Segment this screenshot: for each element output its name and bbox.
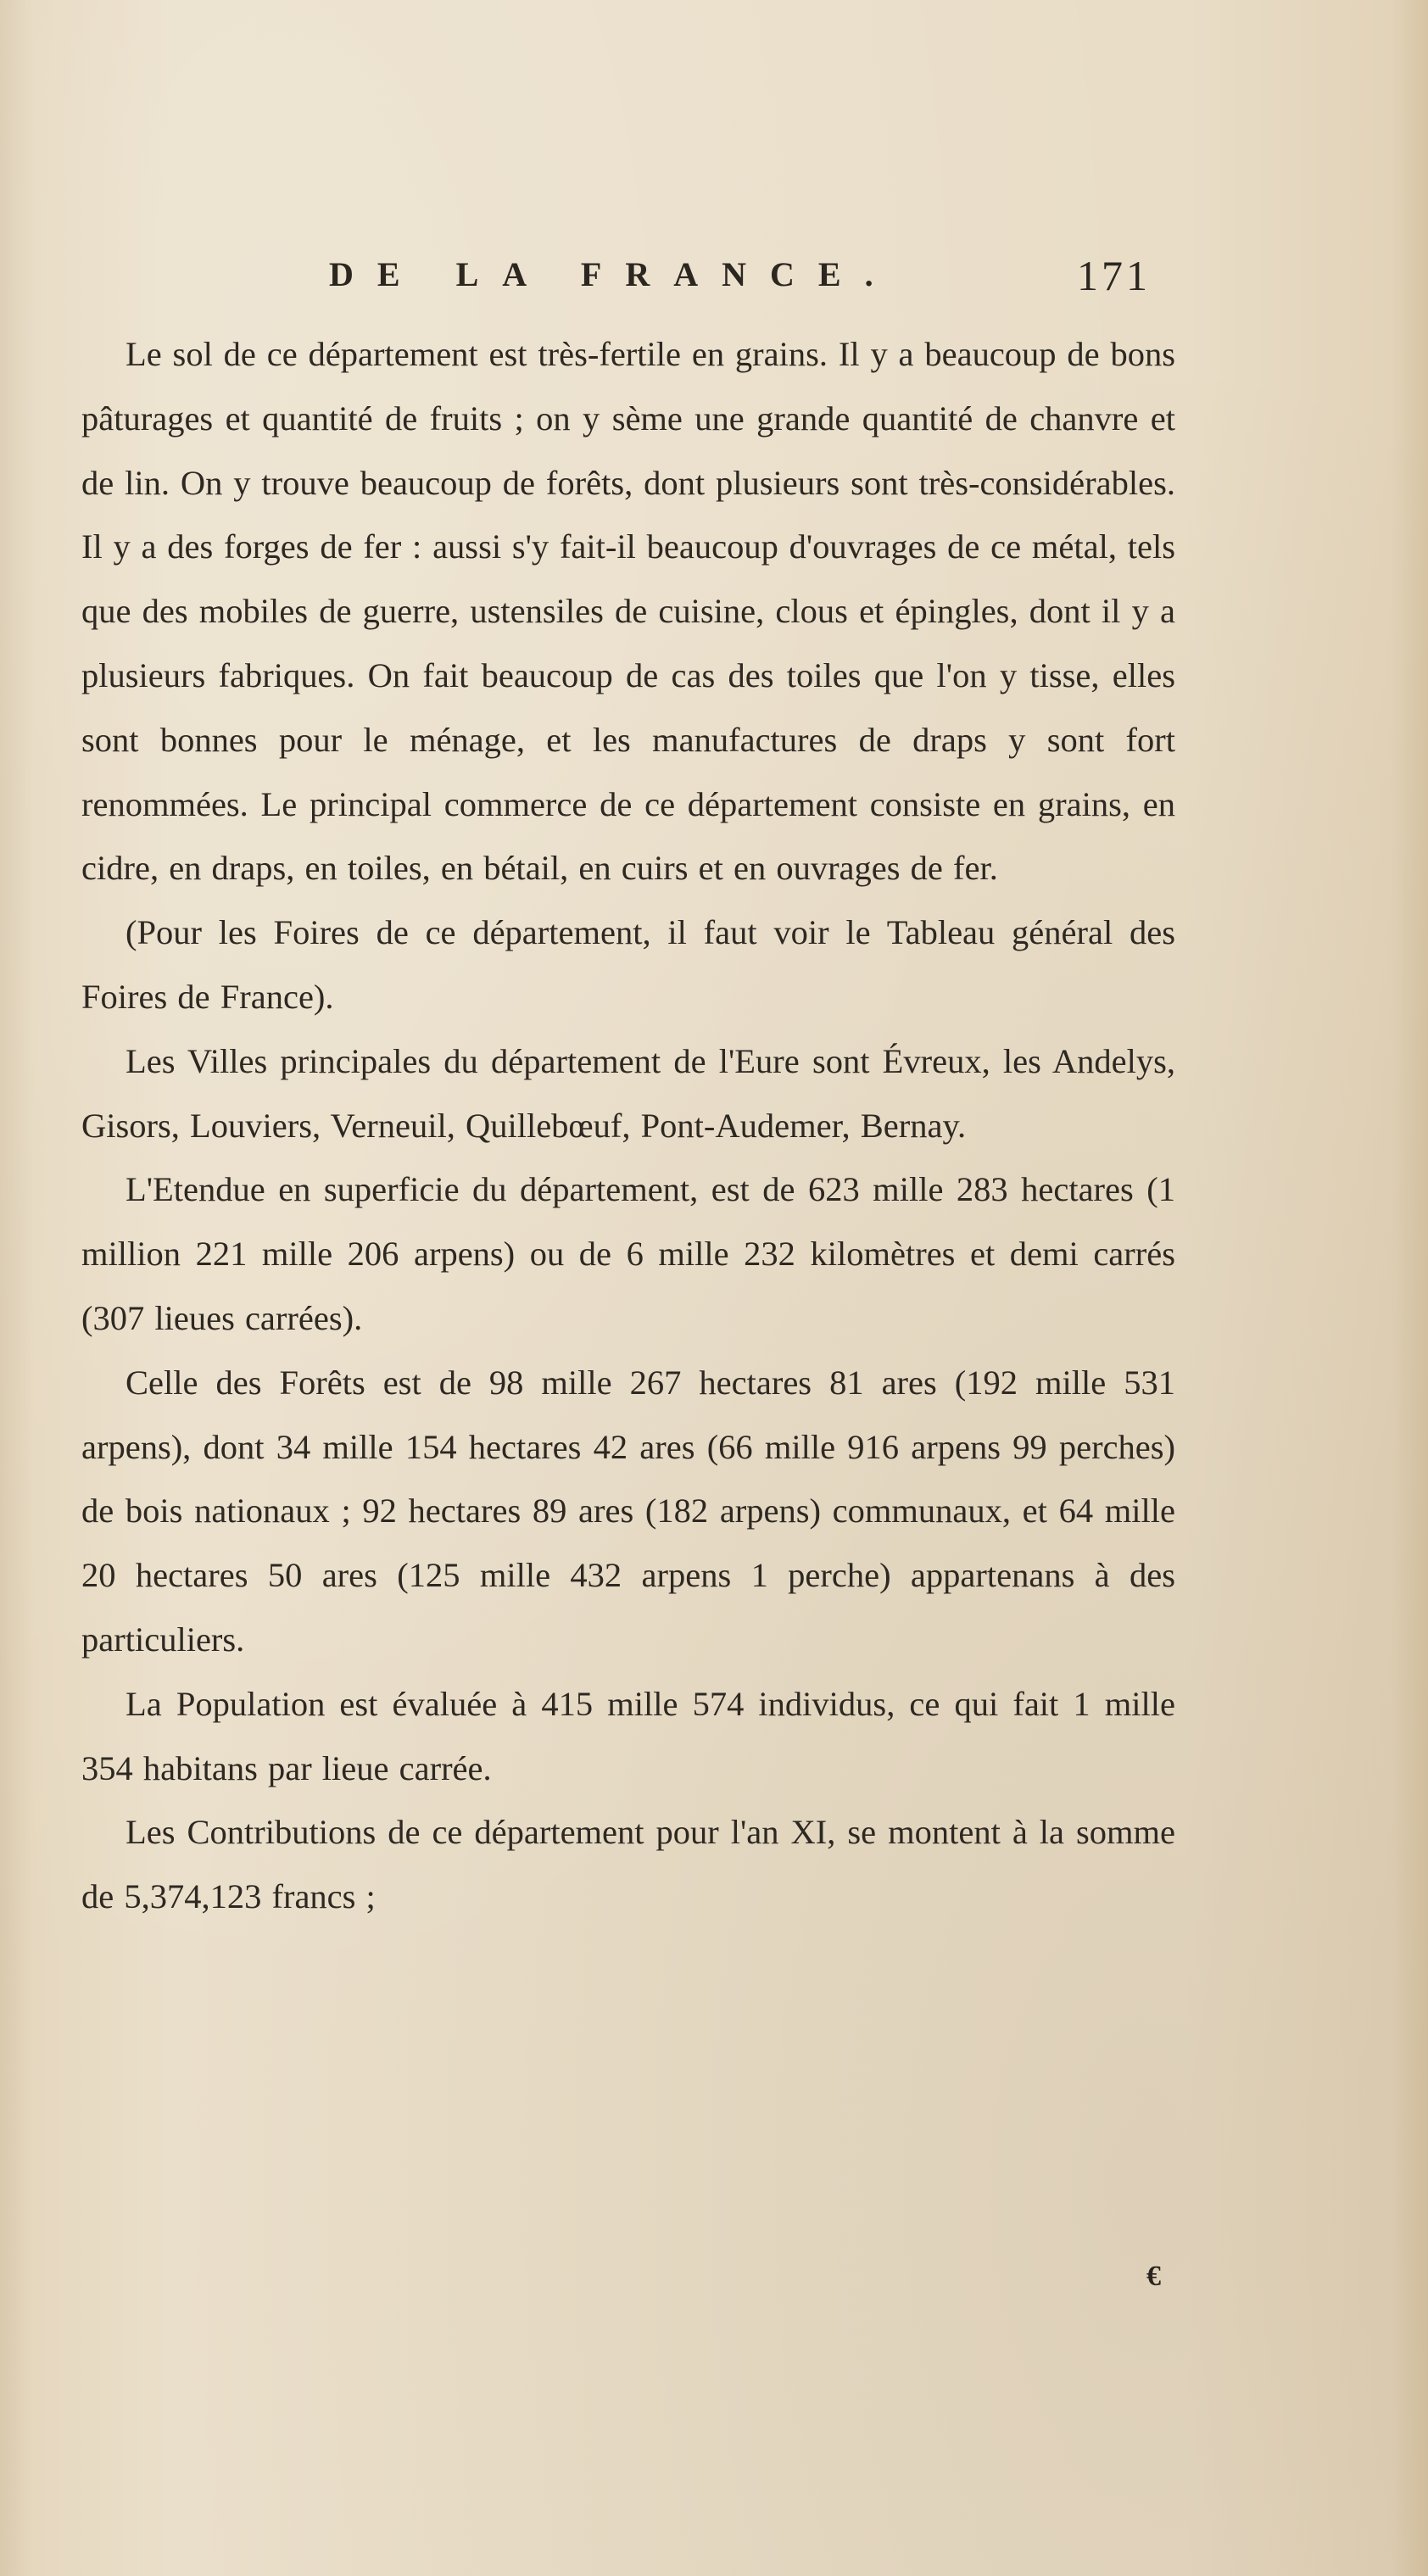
paragraph-forests: Celle des Forêts est de 98 mille 267 hectares 81 ares (192 mille 531 arpens), dont 34 mille 154 hectares 42 ares (66 mille 916 arpens 99 perches) de bois nationaux ; 92 hectares 89 ares (182 arpens) communaux, et 64 mille 20 hectares 50 ares (125 mille 432 arpens 1 perche) appartenans à des particuliers. <box>81 1363 1175 1659</box>
paragraph-towns: Les Villes principales du département de l'Eure sont Évreux, les Andelys, Gisors, Louviers, Verneuil, Quillebœuf, Pont-Audemer, Bernay. <box>81 1041 1175 1145</box>
paragraph-fairs: (Pour les Foires de ce département, il faut voir le Tableau général des Foires de France). <box>81 913 1175 1016</box>
page-number: 171 <box>1077 252 1151 299</box>
running-title: DE LA FRANCE. <box>329 255 897 293</box>
paragraph-soil: Le sol de ce département est très-fertile en grains. Il y a beaucoup de bons pâturages et quantité de fruits ; on y sème une grande quantité de chanvre et de lin. On y trouve beaucoup de forêts, dont plusieurs sont très-considérables. Il y a des forges de fer : aussi s'y fait-il beaucoup d'ouvrages de ce métal, tels que des mobiles de guerre, ustensiles de cuisine, clous et épingles, dont il y a plusieurs fabriques. On fait beaucoup de cas des toiles que l'on y tisse, elles sont bonnes pour le ménage, et les manufactures de draps y sont fort renommées. Le principal commerce de ce département consiste en grains, en cidre, en draps, en toiles, en bétail, en cuirs et en ouvrages de fer. <box>81 335 1175 888</box>
paragraph-contributions: Les Contributions de ce département pour l'an XI, se montent à la somme de 5,374,123 francs ; <box>81 1813 1175 1916</box>
running-head <box>0 254 1428 305</box>
paragraph-population: La Population est évaluée à 415 mille 574 individus, ce qui fait 1 mille 354 habitans par lieue carrée. <box>81 1684 1175 1787</box>
paragraph-area: L'Etendue en superficie du département, est de 623 mille 283 hectares (1 million 221 mille 206 arpens) ou de 6 mille 232 kilomètres et demi carrés (307 lieues carrées). <box>81 1170 1175 1337</box>
body-text <box>81 322 1175 1929</box>
catchword: € <box>1146 2261 1161 2292</box>
